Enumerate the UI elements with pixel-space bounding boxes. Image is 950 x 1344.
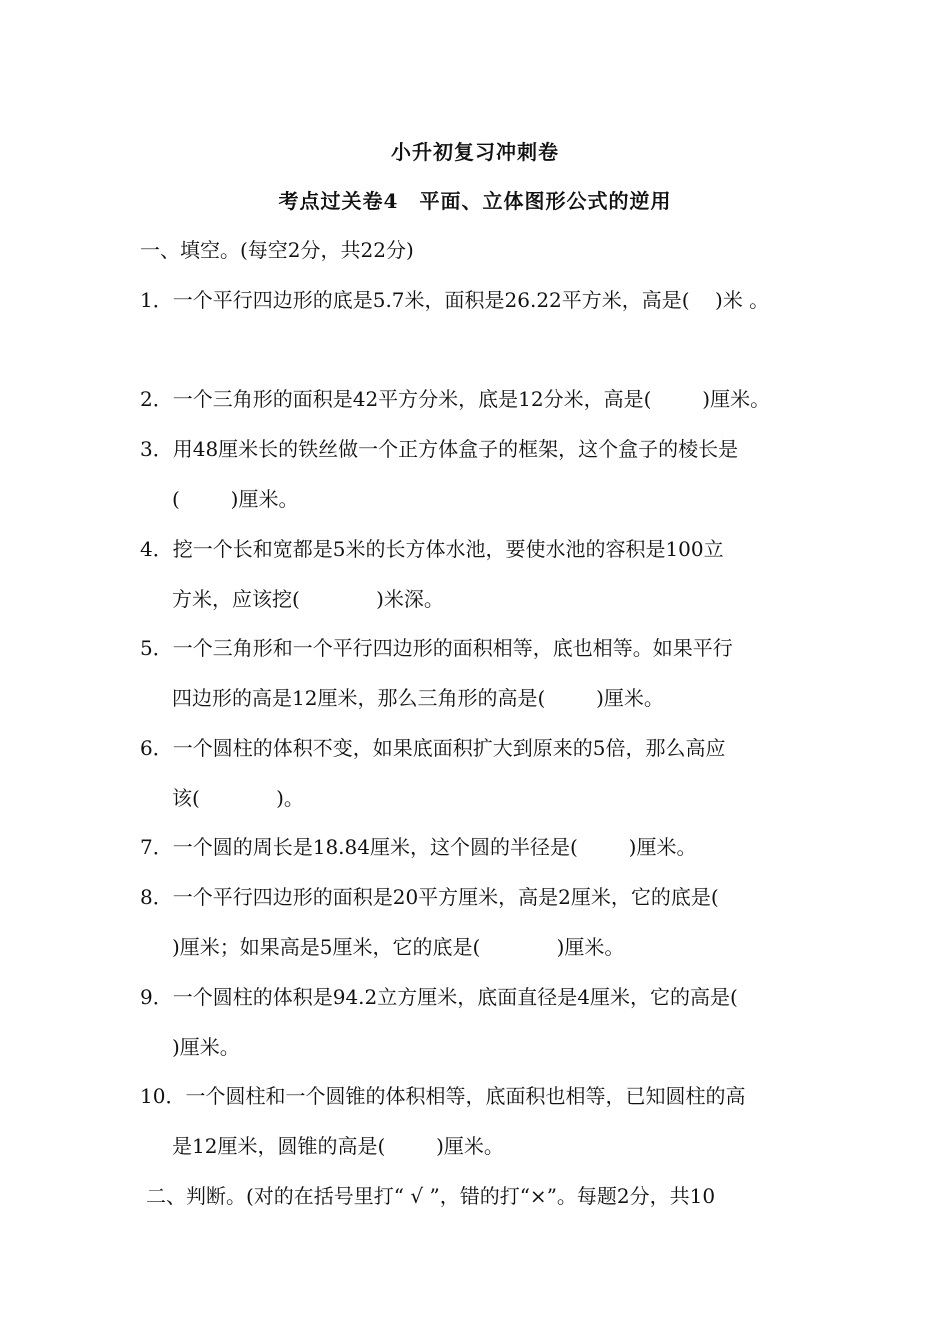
question-5-line-1: 5．一个三角形和一个平行四边形的面积相等，底也相等。如果平行 <box>140 636 733 660</box>
question-3-line-1: 3．用48厘米长的铁丝做一个正方体盒子的框架，这个盒子的棱长是 <box>140 437 739 461</box>
question-4-line-1: 4．挖一个长和宽都是5米的长方体水池，要使水池的容积是100立 <box>140 537 724 561</box>
question-6-line-1: 6．一个圆柱的体积不变，如果底面积扩大到原来的5倍，那么高应 <box>140 736 726 760</box>
question-10-line-2: 是12厘米，圆锥的高是( )厘米。 <box>172 1134 504 1158</box>
question-9-line-2: )厘米。 <box>172 1035 240 1059</box>
question-7: 7．一个圆的周长是18.84厘米，这个圆的半径是( )厘米。 <box>140 835 697 859</box>
question-8-line-2: )厘米；如果高是5厘米，它的底是( )厘米。 <box>172 935 625 959</box>
question-1: 1．一个平行四边形的底是5.7米，面积是26.22平方米，高是( )米 。 <box>140 288 770 312</box>
question-3-line-2: ( )厘米。 <box>172 487 299 511</box>
question-10-line-1: 10．一个圆柱和一个圆锥的体积相等，底面积也相等，已知圆柱的高 <box>140 1084 746 1108</box>
section-1-heading: 一、填空。(每空2分，共22分) <box>140 238 414 262</box>
question-9-line-1: 9．一个圆柱的体积是94.2立方厘米，底面直径是4厘米，它的高是( <box>140 985 738 1009</box>
section-2-heading: 二、判断。(对的在括号里打“ √ ”，错的打“×”。每题2分，共10 <box>146 1184 716 1208</box>
question-6-line-2: 该( )。 <box>172 786 304 810</box>
question-5-line-2: 四边形的高是12厘米，那么三角形的高是( )厘米。 <box>172 686 664 710</box>
question-4-line-2: 方米，应该挖( )米深。 <box>172 587 444 611</box>
exam-title: 小升初复习冲刺卷 <box>391 140 559 164</box>
question-2: 2．一个三角形的面积是42平方分米，底是12分米，高是( )厘米。 <box>140 387 771 411</box>
exam-subtitle: 考点过关卷4 平面、立体图形公式的逆用 <box>278 189 672 213</box>
question-8-line-1: 8．一个平行四边形的面积是20平方厘米，高是2厘米，它的底是( <box>140 885 719 909</box>
